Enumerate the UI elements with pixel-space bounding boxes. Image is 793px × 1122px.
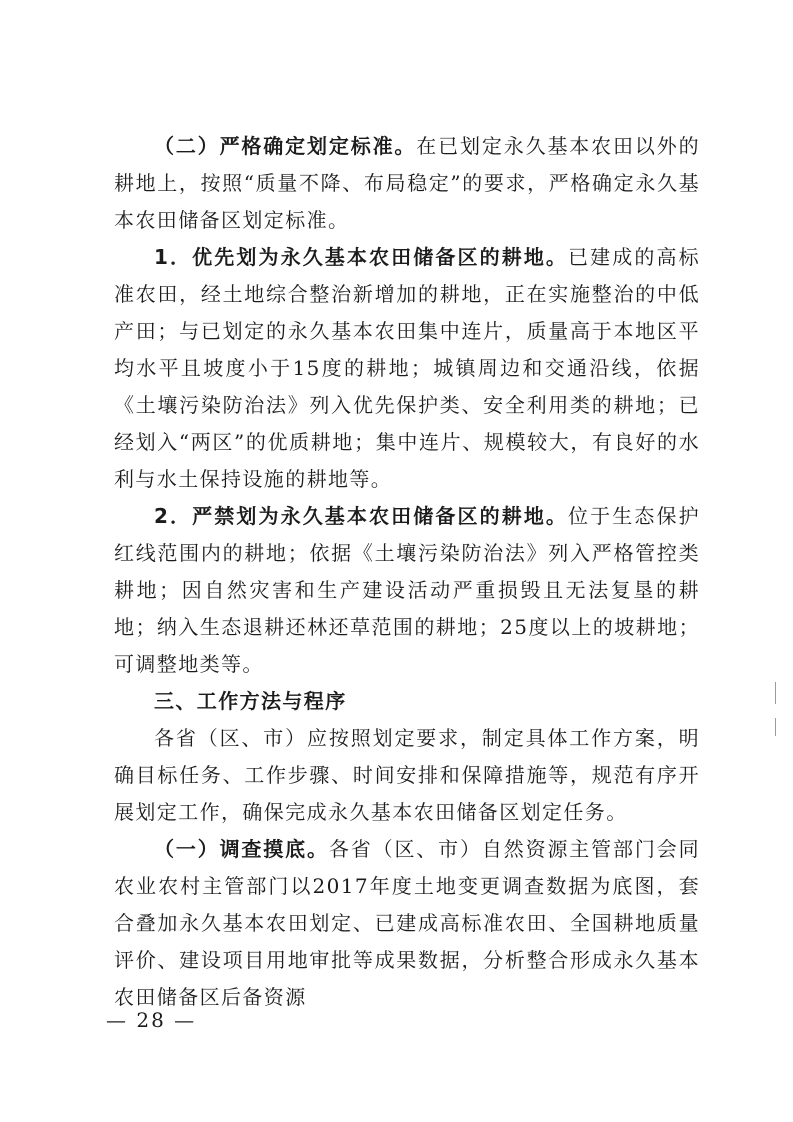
paragraph-work-plan — [114, 720, 700, 831]
paragraph-priority-land — [114, 239, 700, 498]
paragraph-lead: （二）严格确定划定标准。 — [154, 134, 417, 158]
paragraph-text: 各省（区、市）应按照划定要求，制定具体工作方案，明确目标任务、工作步骤、时间安排和保障措施等，规范有序开展划定工作，确保完成永久基本农田储备区划定任务。 — [114, 726, 700, 824]
paragraph-text: 在已划定永久基本农田以外的耕地上，按照“质量不降、布局稳定”的要求，严格确定永久基本农田储备区划定标准。 — [114, 134, 700, 232]
paragraph-survey — [114, 831, 700, 1016]
scan-artifact-line — [775, 718, 776, 736]
scan-artifact-line — [775, 682, 776, 704]
paragraph-lead: （一）调查摸底。 — [154, 837, 329, 861]
paragraph-lead: 2．严禁划为永久基本农田储备区的耕地。 — [154, 504, 569, 528]
paragraph-text: 已建成的高标准农田，经土地综合整治新增加的耕地，正在实施整治的中低产田；与已划定的永久基本农田集中连片，质量高于本地区平均水平且坡度小于15度的耕地；城镇周边和交通沿线，依据《土壤污染防治法》列入优先保护类、安全利用类的耕地；已经划入“两区”的优质耕地；集中连片、规模较大，有良好的水利与水土保持设施的耕地等。 — [114, 245, 701, 491]
document-body — [114, 128, 700, 1016]
paragraph-criteria — [114, 128, 700, 239]
section-heading: 三、工作方法与程序 — [154, 689, 347, 713]
paragraph-prohibited-land — [114, 498, 700, 683]
paragraph-lead: 1．优先划为永久基本农田储备区的耕地。 — [154, 245, 569, 269]
paragraph-text: 各省（区、市）自然资源主管部门会同农业农村主管部门以2017年度土地变更调查数据为底图，套合叠加永久基本农田划定、已建成高标准农田、全国耕地质量评价、建设项目用地审批等成果数据，分析整合形成永久基本农田储备区后备资源 — [114, 837, 700, 1009]
page-number: — 28 — — [106, 1008, 197, 1032]
paragraph-text: 位于生态保护红线范围内的耕地；依据《土壤污染防治法》列入严格管控类耕地；因自然灾害和生产建设活动严重损毁且无法复垦的耕地；纳入生态退耕还林还草范围的耕地；25度以上的坡耕地；可调整地类等。 — [114, 504, 701, 676]
